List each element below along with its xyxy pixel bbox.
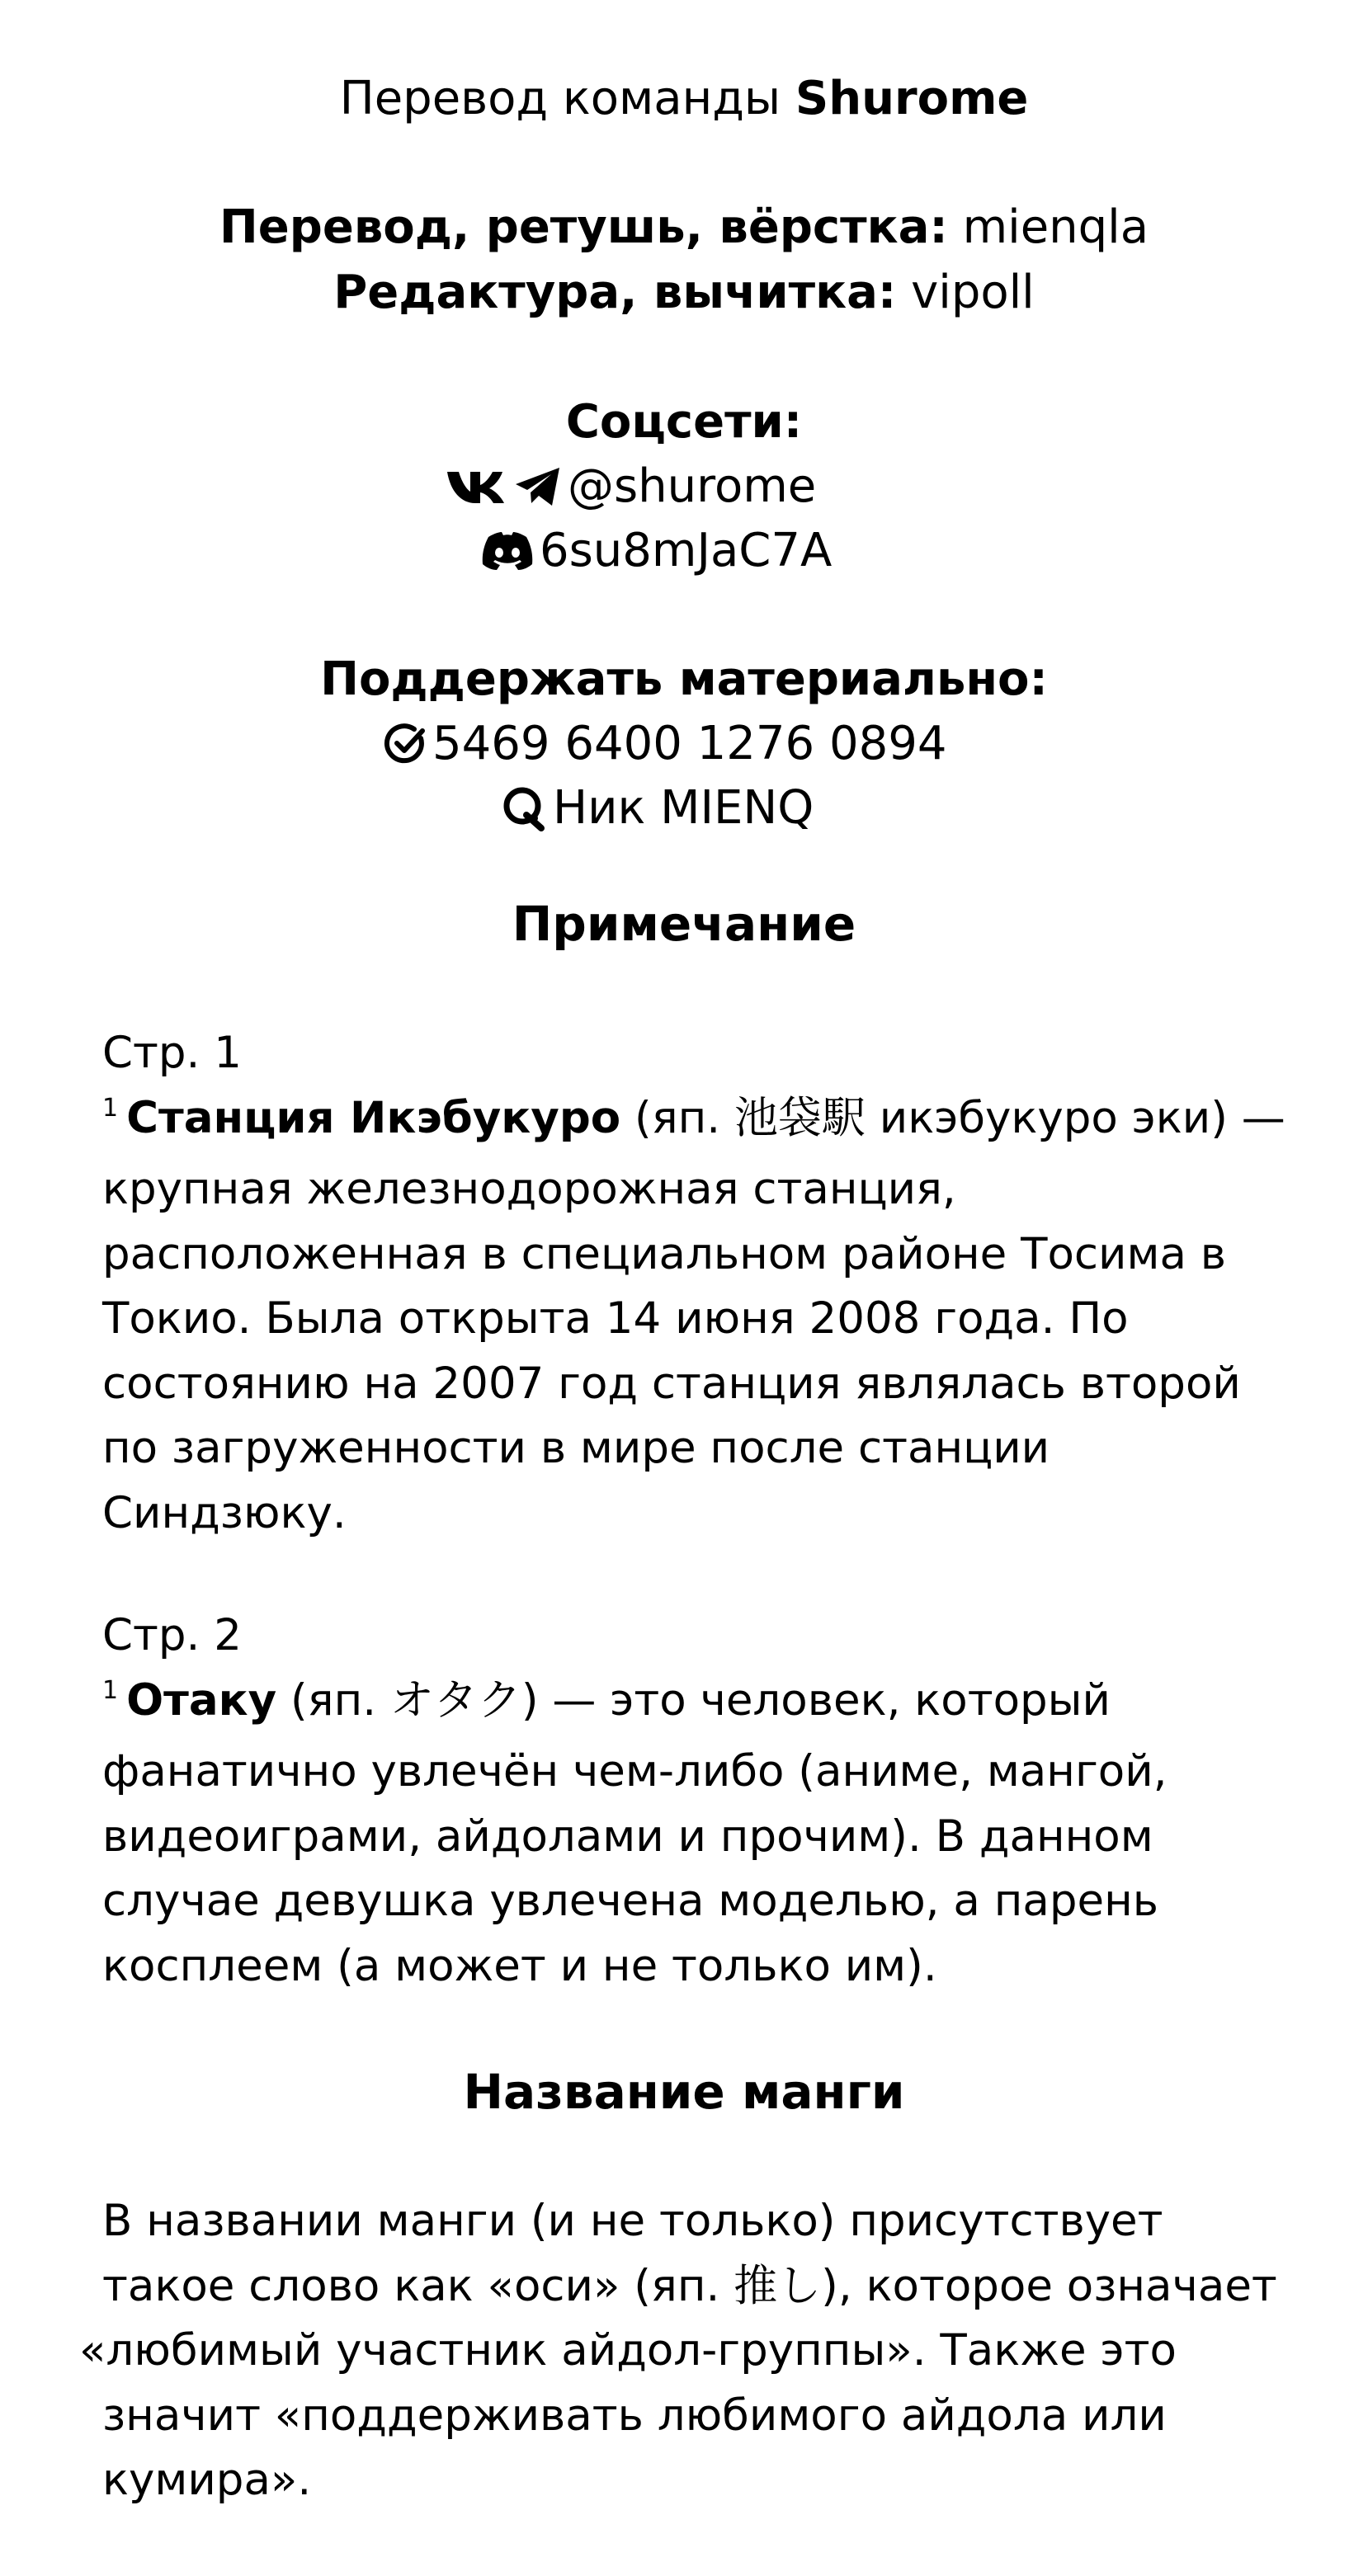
note-text: состоянию на 2007 год станция являлась второй: [102, 1358, 1241, 1409]
team-heading: [0, 69, 1368, 129]
qiwi-nick[interactable]: Ник MIENQ: [553, 781, 814, 835]
translation-label: Перевод, ретушь, вёрстка:: [219, 200, 948, 254]
support-title: Поддержать материально:: [320, 652, 1048, 706]
note-page-1-label: Стр. 1: [102, 1028, 242, 1078]
note-page-2-line-1: [102, 1669, 1307, 1740]
note-text: Токио. Была открыта 14 июня 2008 года. По: [102, 1293, 1129, 1344]
paragraph-line: В названии манги (и не только) присутствует: [102, 2196, 1163, 2246]
editing-label: Редактура, вычитка:: [333, 266, 897, 319]
check-circle-icon: [383, 722, 427, 766]
note-term: Станция Икэбукуро: [126, 1092, 621, 1143]
note-page-2-label: Стр. 2: [102, 1610, 242, 1660]
socials-title: Соцсети:: [565, 395, 803, 449]
paragraph-line: «любимый участник айдол-группы». Также это: [79, 2325, 1177, 2376]
notes-title: Примечание: [512, 896, 856, 952]
qiwi-row: [502, 779, 814, 838]
social-handle[interactable]: @shurome: [568, 459, 817, 513]
note-text: видеоиграми, айдолами и прочим). В данном: [102, 1811, 1153, 1862]
note-text: по загруженности в мире после станции: [102, 1423, 1050, 1473]
qiwi-icon: [502, 785, 548, 831]
manga-title-paragraph: [79, 2189, 1307, 2513]
discord-row: [480, 521, 832, 581]
telegram-icon[interactable]: [513, 465, 563, 508]
note-term: Отаку: [126, 1674, 277, 1726]
editing-value: vipoll: [896, 266, 1035, 319]
note-text: случае девушка увлечена моделью, а парень: [102, 1876, 1158, 1926]
translation-value: mienqla: [947, 200, 1149, 254]
note-text: Синдзюку.: [102, 1487, 347, 1538]
note-text: расположенная в специальном районе Тосима в: [102, 1228, 1227, 1279]
note-page-1: [102, 1021, 1307, 1546]
paragraph-line: значит «поддерживать любимого айдола или: [102, 2390, 1167, 2441]
manga-title-heading: Название манги: [463, 2064, 905, 2120]
footnote-marker: 1: [102, 1093, 119, 1123]
editing-credit: [0, 263, 1368, 323]
paragraph-line: такое слово как «оси» (яп. 推し), которое означает: [102, 2260, 1277, 2311]
card-row: [383, 714, 946, 774]
note-text: (яп. オタク) — это человек, который: [276, 1674, 1111, 1726]
team-prefix: Перевод команды: [339, 72, 795, 125]
note-text: фанатично увлечён чем-либо (аниме, мангой,: [102, 1746, 1168, 1797]
note-text: крупная железнодорожная станция,: [102, 1164, 956, 1214]
note-page-2: [102, 1604, 1307, 1999]
discord-icon[interactable]: [480, 530, 535, 572]
paragraph-line: кумира».: [102, 2455, 312, 2505]
card-number[interactable]: 5469 6400 1276 0894: [432, 717, 947, 770]
note-text: косплеем (а может и не только им).: [102, 1940, 937, 1991]
note-text: (яп. 池袋駅 икэбукуро эки) —: [620, 1092, 1285, 1143]
socials-handle-row: [446, 457, 816, 516]
discord-code[interactable]: 6su8mJaC7A: [540, 524, 833, 577]
note-page-1-line-1: [102, 1086, 1307, 1158]
translation-credit: [0, 198, 1368, 257]
vk-icon[interactable]: [446, 469, 508, 505]
footnote-marker: 1: [102, 1675, 119, 1705]
team-name: Shurome: [795, 72, 1029, 125]
